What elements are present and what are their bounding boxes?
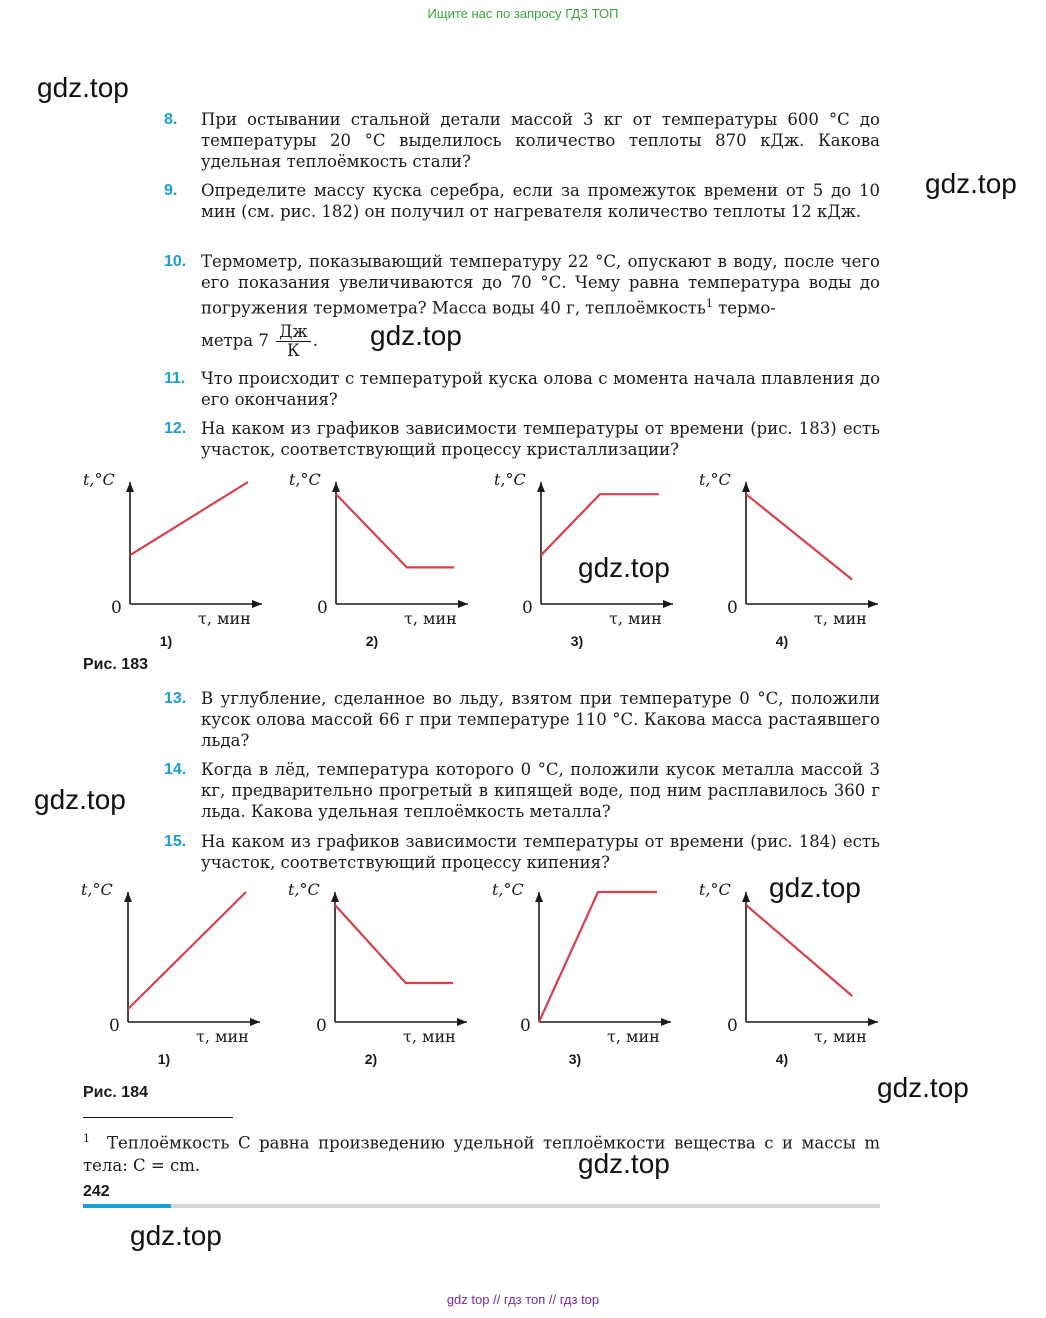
problem-11 [164, 368, 880, 410]
problem-text [201, 251, 880, 319]
bottom-banner[interactable]: gdz top // гдз топ // гдз top [446, 1292, 600, 1307]
panel-label: 3) [570, 633, 584, 649]
y-axis-label: t,°C [494, 470, 526, 489]
origin-label: 0 [522, 598, 533, 618]
problem-12 [164, 418, 880, 460]
y-axis-arrow [742, 892, 750, 902]
y-axis-label: t,°C [492, 880, 524, 899]
x-axis-arrow [868, 1018, 878, 1026]
figure-183-caption: Рис. 183 [83, 656, 148, 673]
graph-panel [699, 880, 878, 1067]
problem-text-part: Термометр, показывающий температуру 22 °С, опускают в воду, после чего его показания увеличиваются до 70 °С. Чему равна температура воды до погружения термометра? Масса воды 40 г, теплоёмкость [201, 252, 880, 318]
problem-15 [164, 831, 880, 873]
graph-panel [699, 470, 878, 649]
problem-14 [164, 759, 880, 822]
origin-label: 0 [727, 598, 738, 618]
problem-13 [164, 688, 880, 751]
y-axis-arrow [126, 482, 134, 492]
temperature-curve [130, 482, 248, 555]
panel-label: 1) [157, 1051, 171, 1067]
y-axis-label: t,°C [289, 470, 321, 489]
figure-183 [0, 466, 1046, 656]
temperature-curve [746, 494, 852, 579]
x-axis-label: τ, мин [196, 1027, 249, 1046]
y-axis-label: t,°C [81, 880, 113, 899]
x-axis-arrow [250, 1018, 260, 1026]
y-axis-arrow [742, 482, 750, 492]
watermark: gdz.top [925, 168, 1017, 199]
watermark: gdz.top [578, 552, 670, 583]
temperature-curve [541, 494, 659, 555]
problem-text: На каком из графиков зависимости температуры от времени (рис. 183) есть участок, соответствующий процессу кристаллизации? [201, 419, 880, 459]
x-axis-arrow [663, 600, 673, 608]
origin-label: 0 [727, 1016, 738, 1036]
problem-text: В углубление, сделанное во льду, взятом при температуре 0 °С, положили кусок олова массой 66 г при температуре 110 °С. Какова масса растаявшего льда? [201, 689, 880, 750]
problem-text: На каком из графиков зависимости температуры от времени (рис. 184) есть участок, соответствующий процессу кипения? [201, 832, 880, 872]
footnote-divider [83, 1117, 233, 1118]
watermark: gdz.top [769, 872, 861, 903]
watermark: gdz.top [37, 72, 129, 103]
x-axis-label: τ, мин [607, 1027, 660, 1046]
y-axis-arrow [537, 482, 545, 492]
origin-label: 0 [317, 598, 328, 618]
problem-text-part: метра 7 [201, 330, 275, 350]
x-axis-arrow [868, 600, 878, 608]
page-rule [83, 1204, 880, 1208]
problem-text: Определите массу куска серебра, если за промежуток времени от 5 до 10 мин (см. рис. 182) он получил от нагревателя количество теплоты 12 кДж. [201, 181, 880, 221]
footnote-text: Теплоёмкость C равна произведению удельной теплоёмкости вещества c и массы m тела: C = cm. [83, 1133, 880, 1175]
y-axis-label: t,°C [699, 470, 731, 489]
footnote-mark: 1 [83, 1132, 90, 1145]
panel-label: 4) [775, 633, 789, 649]
temperature-curve [746, 905, 852, 996]
problem-8 [164, 109, 880, 172]
problem-text: При остывании стальной детали массой 3 кг от температуры 600 °С до температуры 20 °С выделилось количество теплоты 870 кДж. Какова удельная теплоёмкость стали? [201, 110, 880, 171]
origin-label: 0 [111, 598, 122, 618]
y-axis-label: t,°C [699, 880, 731, 899]
x-axis-arrow [457, 1018, 467, 1026]
origin-label: 0 [316, 1016, 327, 1036]
y-axis-arrow [535, 892, 543, 902]
problem-9 [164, 180, 880, 222]
problem-number: 11. [164, 370, 186, 387]
watermark: gdz.top [578, 1148, 670, 1179]
problem-text: Что происходит с температурой куска олова с момента начала плавления до его окончания? [201, 369, 880, 409]
x-axis-label: τ, мин [404, 609, 457, 628]
problem-number: 15. [164, 833, 187, 850]
x-axis-label: τ, мин [814, 609, 867, 628]
x-axis-label: τ, мин [198, 609, 251, 628]
panel-label: 3) [568, 1051, 582, 1067]
top-banner[interactable]: Ищите нас по запросу ГДЗ ТОП [427, 6, 619, 21]
problem-number: 14. [164, 761, 187, 778]
x-axis-label: τ, мин [609, 609, 662, 628]
temperature-curve [335, 905, 453, 983]
problem-number: 13. [164, 690, 187, 707]
watermark: gdz.top [370, 320, 462, 351]
temperature-curve [539, 892, 657, 1022]
panel-label: 4) [775, 1051, 789, 1067]
origin-label: 0 [520, 1016, 531, 1036]
problem-number: 10. [164, 253, 187, 270]
origin-label: 0 [109, 1016, 120, 1036]
x-axis-label: τ, мин [814, 1027, 867, 1046]
figure-184-caption: Рис. 184 [83, 1084, 148, 1101]
problem-text: Когда в лёд, температура которого 0 °С, положили кусок металла массой 3 кг, предварительно прогретый в кипящей воде, под ним расплавилось 360 г льда. Какова удельная теплоёмкость металла? [201, 760, 880, 821]
temperature-curve [336, 494, 454, 567]
problem-text-part: . [312, 330, 318, 350]
panel-label: 1) [159, 633, 173, 649]
panel-label: 2) [365, 633, 379, 649]
y-axis-arrow [331, 892, 339, 902]
footnote [83, 1128, 880, 1177]
problem-text-part: термо- [712, 298, 776, 318]
y-axis-label: t,°C [288, 880, 320, 899]
graph-panel [492, 880, 671, 1067]
problem-text-line [201, 323, 880, 360]
y-axis-label: t,°C [83, 470, 115, 489]
graph-panel [288, 880, 467, 1067]
panel-label: 2) [364, 1051, 378, 1067]
watermark: gdz.top [34, 784, 126, 815]
graph-panel [83, 470, 262, 649]
fraction-denominator: К [287, 340, 300, 360]
problem-number: 12. [164, 420, 187, 437]
y-axis-arrow [332, 482, 340, 492]
x-axis-label: τ, мин [403, 1027, 456, 1046]
problem-10 [164, 251, 880, 360]
x-axis-arrow [458, 600, 468, 608]
page-rule-accent [83, 1204, 171, 1208]
fraction-numerator: Дж [276, 323, 311, 342]
x-axis-arrow [661, 1018, 671, 1026]
figure-184 [0, 876, 1046, 1076]
graph-panel [494, 470, 673, 649]
problem-number: 8. [164, 111, 178, 128]
graph-panel [289, 470, 468, 649]
x-axis-arrow [252, 600, 262, 608]
unit-fraction [276, 323, 311, 360]
y-axis-arrow [124, 892, 132, 902]
problem-number: 9. [164, 182, 178, 199]
footnote-ref: 1 [705, 297, 713, 310]
temperature-curve [128, 892, 246, 1009]
watermark: gdz.top [130, 1220, 222, 1251]
watermark: gdz.top [877, 1072, 969, 1103]
page-number: 242 [83, 1183, 110, 1200]
graph-panel [81, 880, 260, 1067]
